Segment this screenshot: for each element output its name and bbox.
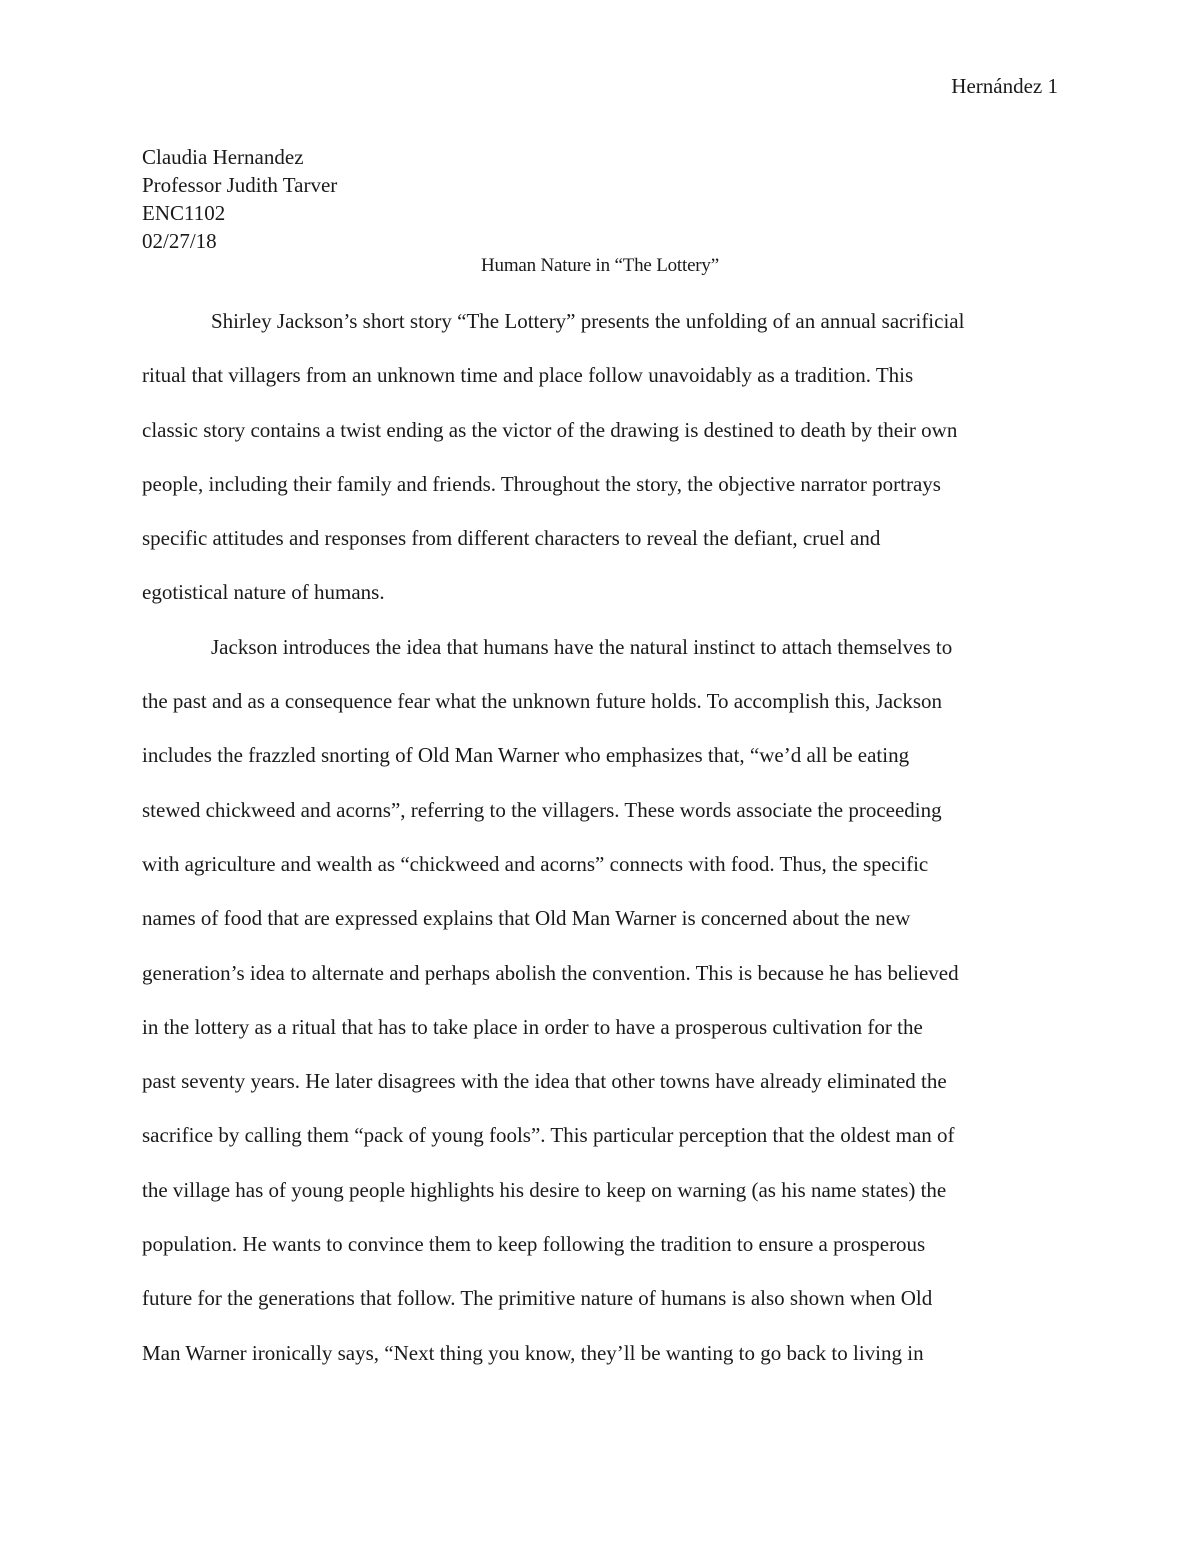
body-line: includes the frazzled snorting of Old Man Warner who emphasizes that, “we’d all be eating xyxy=(142,743,910,768)
essay-date: 02/27/18 xyxy=(142,229,217,253)
essay-title: Human Nature in “The Lottery” xyxy=(481,255,719,276)
mla-heading xyxy=(142,143,337,255)
body-line: classic story contains a twist ending as the victor of the drawing is destined to death by their own xyxy=(142,417,958,442)
body-line: with agriculture and wealth as “chickweed and acorns” connects with food. Thus, the specific xyxy=(142,851,929,876)
body-line: people, including their family and friends. Throughout the story, the objective narrator portrays xyxy=(142,471,941,496)
body-line: ritual that villagers from an unknown time and place follow unavoidably as a tradition. This xyxy=(142,363,914,388)
running-head: Hernández 1 xyxy=(951,74,1058,98)
body-line: egotistical nature of humans. xyxy=(142,580,385,605)
body-line: stewed chickweed and acorns”, referring to the villagers. These words associate the proceeding xyxy=(142,797,942,822)
author-name: Claudia Hernandez xyxy=(142,145,304,169)
essay-body xyxy=(142,303,1062,1389)
body-line: names of food that are expressed explains that Old Man Warner is concerned about the new xyxy=(142,906,911,931)
body-line: Shirley Jackson’s short story “The Lottery” presents the unfolding of an annual sacrificial xyxy=(211,309,965,333)
body-line: past seventy years. He later disagrees with the idea that other towns have already eliminated the xyxy=(142,1069,947,1094)
body-line: Jackson introduces the idea that humans have the natural instinct to attach themselves to xyxy=(211,634,953,659)
course-code: ENC1102 xyxy=(142,201,226,225)
body-line: sacrifice by calling them “pack of young fools”. This particular perception that the oldest man of xyxy=(142,1123,955,1148)
body-line: in the lottery as a ritual that has to take place in order to have a prosperous cultivation for the xyxy=(142,1014,923,1039)
body-line: the past and as a consequence fear what the unknown future holds. To accomplish this, Jackson xyxy=(142,689,943,714)
body-line: population. He wants to convince them to keep following the tradition to ensure a prosperous xyxy=(142,1232,926,1257)
body-line: future for the generations that follow. The primitive nature of humans is also shown when Old xyxy=(142,1286,933,1311)
body-line: generation’s idea to alternate and perhaps abolish the convention. This is because he has believed xyxy=(142,960,959,985)
instructor-name: Professor Judith Tarver xyxy=(142,173,338,197)
body-line: Man Warner ironically says, “Next thing you know, they’ll be wanting to go back to living in xyxy=(142,1340,924,1365)
body-line: specific attitudes and responses from different characters to reveal the defiant, cruel and xyxy=(142,526,881,551)
body-line: the village has of young people highlights his desire to keep on warning (as his name states) the xyxy=(142,1177,947,1202)
